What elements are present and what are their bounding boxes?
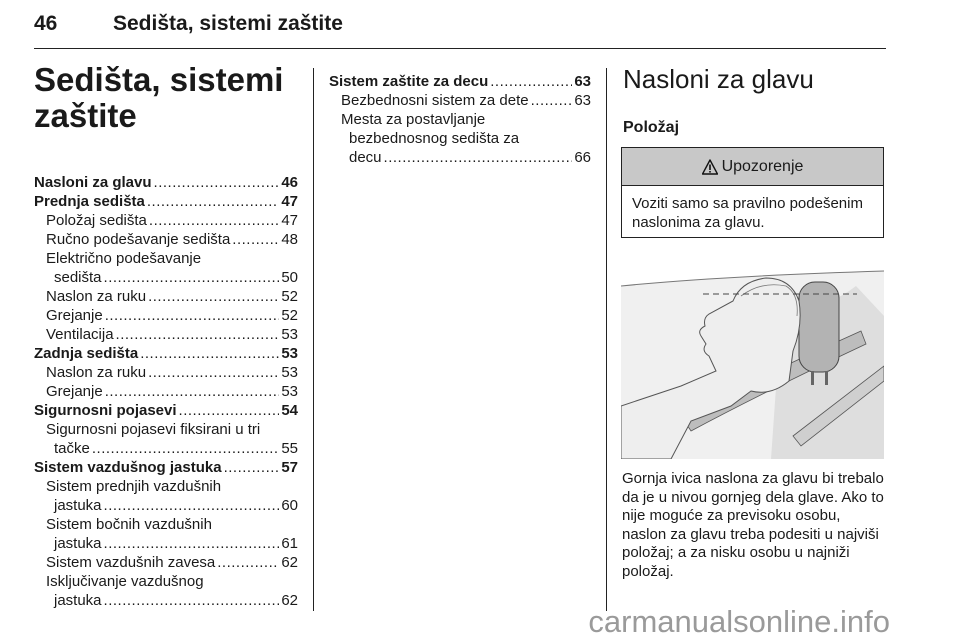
- toc-entry-page: 61: [281, 535, 298, 552]
- toc-entry[interactable]: [46, 211, 298, 230]
- toc-leader-dots: [105, 382, 280, 401]
- toc-entry[interactable]: [34, 458, 298, 477]
- toc-entry-label: Prednja sedišta: [34, 193, 145, 210]
- toc-entry-lead: Sistem prednjih vazdušnih: [46, 478, 222, 495]
- toc-entry-label: jastuka: [54, 592, 102, 609]
- warning-text: Voziti samo sa pravilno podešenim naslonima za glavu.: [632, 195, 863, 231]
- toc-entry-label: Zadnja sedišta: [34, 345, 139, 362]
- toc-entry[interactable]: [46, 553, 298, 572]
- toc-entry-page: 55: [281, 440, 298, 457]
- toc-leader-dots: [148, 287, 279, 306]
- toc-leader-dots: [92, 439, 279, 458]
- column-divider: [313, 68, 314, 611]
- toc-entry-lead: Mesta za postavljanje: [341, 111, 486, 128]
- toc-entry[interactable]: [46, 496, 298, 515]
- toc-entry-page: 47: [281, 212, 298, 229]
- toc-entry-page: 53: [281, 345, 298, 362]
- toc-entry-label: Položaj sedišta: [46, 212, 147, 229]
- toc-entry-page: 50: [281, 269, 298, 286]
- toc-leader-dots: [104, 591, 280, 610]
- toc-entry-page: 53: [281, 326, 298, 343]
- toc-entry-label: Sistem vazdušnog jastuka: [34, 459, 222, 476]
- toc-entry[interactable]: [34, 173, 298, 192]
- toc-entry-lead: Isključivanje vazdušnog: [46, 573, 204, 590]
- toc-leader-dots: [104, 496, 280, 515]
- toc-entry-multiline: [329, 110, 591, 167]
- toc-entry[interactable]: [341, 148, 591, 167]
- toc-entry-lead: Sistem bočnih vazdušnih: [46, 516, 212, 533]
- toc-entry-label: Naslon za ruku: [46, 364, 147, 381]
- toc-entry[interactable]: [46, 363, 298, 382]
- toc-entry[interactable]: [46, 591, 298, 610]
- toc-leader-dots: [104, 268, 280, 287]
- toc-entry-page: 52: [281, 307, 298, 324]
- toc-leader-dots: [116, 325, 280, 344]
- toc-entry-label: Grejanje: [46, 383, 103, 400]
- toc-entry-lead: Sigurnosni pojasevi fiksirani u tri: [46, 421, 261, 438]
- toc-entry-page: 63: [574, 73, 591, 90]
- toc-entry-label: tačke: [54, 440, 90, 457]
- toc-entry-page: 53: [281, 364, 298, 381]
- toc-entry-page: 46: [281, 174, 298, 191]
- toc-entry-label: Bezbednosni sistem za dete: [341, 92, 529, 109]
- page-header: [34, 4, 886, 50]
- toc-entry[interactable]: [46, 268, 298, 287]
- toc-entry-page: 60: [281, 497, 298, 514]
- toc-entry-page: 62: [281, 554, 298, 571]
- warning-box: [621, 147, 884, 238]
- toc-entry-multiline: [34, 477, 298, 515]
- chapter-title: Sedišta, sistemi zaštite: [34, 61, 284, 134]
- toc-entry-page: 54: [281, 402, 298, 419]
- toc-entry[interactable]: [34, 401, 298, 420]
- header-rule: [34, 48, 886, 49]
- toc-entry-lead: Električno podešavanje: [46, 250, 202, 267]
- watermark: carmanualsonline.info: [588, 604, 890, 639]
- toc-entry-page: 48: [281, 231, 298, 248]
- toc-entry[interactable]: [46, 230, 298, 249]
- toc-leader-dots: [384, 148, 573, 167]
- toc-entry-page: 66: [574, 149, 591, 166]
- headrest-illustration: [621, 256, 884, 459]
- section-title: Nasloni za glavu: [623, 64, 814, 94]
- toc-entry[interactable]: [34, 344, 298, 363]
- warning-header: [622, 148, 883, 186]
- toc-entry-label: Nasloni za glavu: [34, 174, 152, 191]
- toc-entry-label: jastuka: [54, 497, 102, 514]
- toc-entry[interactable]: [46, 287, 298, 306]
- toc-entry-label: Sigurnosni pojasevi: [34, 402, 177, 419]
- toc-entry[interactable]: [341, 91, 591, 110]
- toc-leader-dots: [147, 192, 279, 211]
- toc-leader-dots: [148, 363, 279, 382]
- warning-triangle-icon: [702, 159, 718, 175]
- toc-leader-dots: [154, 173, 280, 192]
- toc-entry-lead: bezbednosnog sedišta za: [349, 130, 520, 147]
- running-title: Sedišta, sistemi zaštite: [113, 12, 343, 35]
- toc-entry-multiline: [34, 572, 298, 610]
- page-number: 46: [34, 12, 58, 35]
- toc-entry-multiline: [34, 515, 298, 553]
- toc-entry[interactable]: [46, 439, 298, 458]
- toc-entry-page: 63: [574, 92, 591, 109]
- toc-leader-dots: [149, 211, 279, 230]
- toc-leader-dots: [217, 553, 279, 572]
- toc-entry-label: decu: [349, 149, 382, 166]
- toc-entry-label: Sistem vazdušnih zavesa: [46, 554, 216, 571]
- body-text: Gornja ivica naslona za glavu bi trebalo da je u nivou gornjeg dela glave. Ako to nije moguće za previsoku osobu, naslon za glavu treba podesiti u najviši položaj; a za nisku osobu u najniži položaj.: [622, 470, 884, 580]
- toc-entry-label: Ručno podešavanje sedišta: [46, 231, 231, 248]
- toc-entry-page: 57: [281, 459, 298, 476]
- toc-leader-dots: [104, 534, 280, 553]
- toc-entry-label: Naslon za ruku: [46, 288, 147, 305]
- toc-entry-multiline: [34, 420, 298, 458]
- toc-leader-dots: [232, 230, 279, 249]
- column-divider: [606, 68, 607, 611]
- toc-entry-multiline: [34, 249, 298, 287]
- toc-entry-label: sedišta: [54, 269, 102, 286]
- toc-entry-page: 47: [281, 193, 298, 210]
- toc-entry[interactable]: [329, 72, 591, 91]
- toc-entry-label: Grejanje: [46, 307, 103, 324]
- toc-entry[interactable]: [46, 534, 298, 553]
- table-of-contents-continued: [329, 72, 591, 167]
- toc-entry-label: Sistem zaštite za decu: [329, 73, 489, 90]
- toc-entry-page: 62: [281, 592, 298, 609]
- subsection-title: Položaj: [623, 119, 680, 136]
- toc-entry[interactable]: [46, 325, 298, 344]
- toc-leader-dots: [490, 72, 572, 91]
- toc-leader-dots: [179, 401, 280, 420]
- toc-entry-page: 53: [281, 383, 298, 400]
- toc-leader-dots: [224, 458, 280, 477]
- toc-entry[interactable]: [46, 382, 298, 401]
- table-of-contents: [34, 173, 298, 610]
- toc-leader-dots: [105, 306, 280, 325]
- warning-title: Upozorenje: [721, 157, 804, 175]
- toc-entry-label: jastuka: [54, 535, 102, 552]
- toc-entry[interactable]: [34, 192, 298, 211]
- toc-entry[interactable]: [46, 306, 298, 325]
- toc-leader-dots: [140, 344, 279, 363]
- toc-entry-page: 52: [281, 288, 298, 305]
- toc-entry-label: Ventilacija: [46, 326, 114, 343]
- toc-leader-dots: [531, 91, 573, 110]
